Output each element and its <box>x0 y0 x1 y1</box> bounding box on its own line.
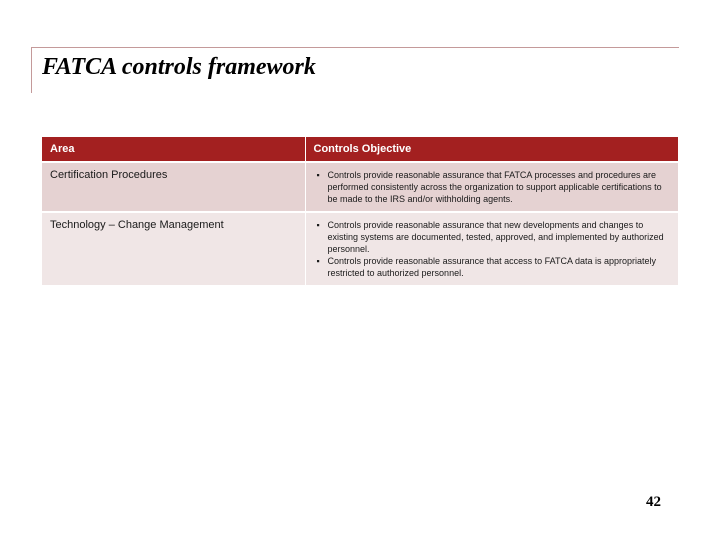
page-number: 42 <box>646 494 661 510</box>
objective-cell <box>305 212 678 285</box>
objective-list <box>314 169 673 205</box>
objective-item <box>316 255 673 279</box>
objective-cell <box>305 162 678 212</box>
objective-item <box>316 219 673 255</box>
objective-text: Controls provide reasonable assurance that FATCA processes and procedures are performed consistently across the organization to support applicable certifications to be made to the IRS and/or withholding agents. <box>327 170 662 204</box>
bullet-icon: ▪ <box>316 170 320 180</box>
objective-text: Controls provide reasonable assurance that access to FATCA data is appropriately restricted to authorized personnel. <box>327 256 657 278</box>
objective-list <box>314 219 673 279</box>
bullet-icon: ▪ <box>316 220 320 230</box>
controls-table <box>42 137 678 285</box>
area-cell: Certification Procedures <box>42 162 305 212</box>
title-frame-horizontal-rule <box>31 47 679 48</box>
objective-text: Controls provide reasonable assurance that new developments and changes to existing systems are documented, tested, approved, and implemented by authorized personnel. <box>327 220 664 254</box>
area-cell: Technology – Change Management <box>42 212 305 285</box>
objective-item <box>316 169 673 205</box>
table-header-row <box>42 137 678 162</box>
header-area: Area <box>42 137 305 162</box>
table-row <box>42 212 678 285</box>
table-row <box>42 162 678 212</box>
slide-title: FATCA controls framework <box>42 54 316 80</box>
title-frame-vertical-rule <box>31 47 32 93</box>
header-controls-objective: Controls Objective <box>305 137 678 162</box>
bullet-icon: ▪ <box>316 256 320 266</box>
